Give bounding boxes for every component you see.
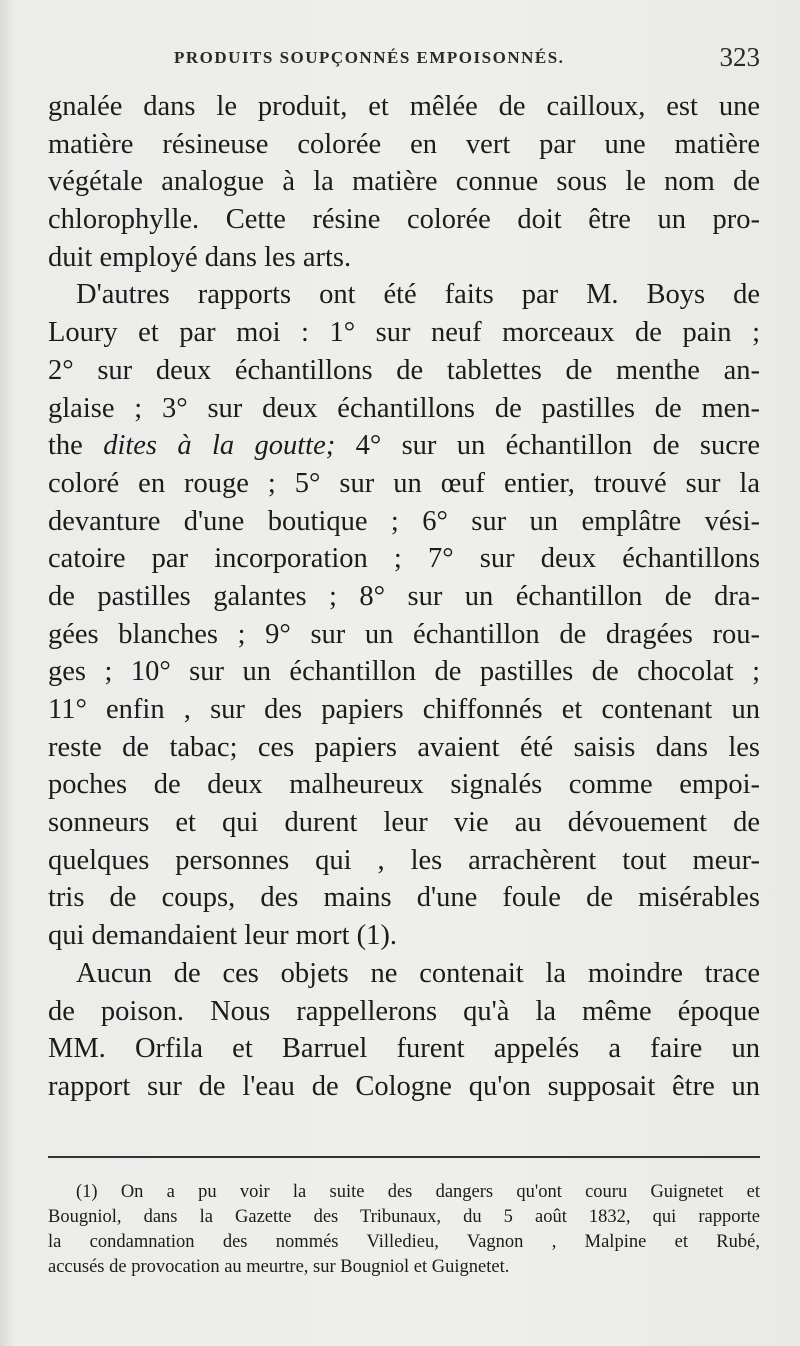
text-line: glaise ; 3° sur deux échantillons de pastilles de men- — [48, 392, 760, 424]
text-line: 11° enfin , sur des papiers chiffonnés et contenant un — [48, 694, 760, 725]
text-line: qui demandaient leur mort (1). — [48, 920, 398, 952]
text-line: D'autres rapports ont été faits par M. Boys de — [76, 279, 760, 311]
text-line: matière résineuse colorée en vert par une matière — [48, 128, 760, 160]
text-line: de poison. Nous rappellerons qu'à la même époque — [48, 995, 760, 1027]
running-title: PRODUITS SOUPÇONNÉS EMPOISONNÉS. — [174, 48, 565, 67]
text-line: de pastilles galantes ; 8° sur un échantillon de dra- — [48, 580, 760, 612]
text-line: tris de coups, des mains d'une foule de misérables — [48, 882, 760, 914]
running-head — [48, 42, 760, 76]
text-line: devanture d'une boutique ; 6° sur un emplâtre vési- — [48, 505, 760, 537]
footnotes — [48, 1180, 760, 1280]
text-line: quelques personnes qui , les arrachèrent tout meur- — [48, 844, 760, 876]
text-segment: the — [48, 430, 104, 462]
text-line: catoire par incorporation ; 7° sur deux échantillons — [48, 543, 760, 575]
text-line: MM. Orfila et Barruel furent appelés a faire un — [48, 1033, 760, 1065]
text-line: duit employé dans les arts. — [48, 241, 352, 273]
footnote-line: (1) On a pu voir la suite des dangers qu'ont couru Guignetet et — [76, 1182, 760, 1202]
text-segment: 4° sur un échantillon de sucre — [335, 430, 760, 462]
text-line: végétale analogue à la matière connue sous le nom de — [48, 166, 760, 198]
text-line: rapport sur de l'eau de Cologne qu'on supposait être un — [48, 1070, 760, 1102]
italic-phrase: dites à la goutte; — [103, 430, 336, 462]
footnote-line: Bougniol, dans la Gazette des Tribunaux, du 5 août 1832, qui rapporte — [48, 1207, 760, 1227]
footnote-rule — [48, 1156, 760, 1158]
footnote-line: accusés de provocation au meurtre, sur Bougniol et Guignetet. — [48, 1257, 510, 1277]
text-line — [48, 427, 760, 465]
body-text — [48, 88, 760, 1106]
text-line: Aucun de ces objets ne contenait la moindre trace — [76, 957, 760, 989]
text-line: poches de deux malheureux signalés comme empoi- — [48, 769, 760, 801]
page-number: 323 — [719, 42, 760, 72]
text-line: ges ; 10° sur un échantillon de pastilles de chocolat ; — [48, 656, 760, 688]
text-line: coloré en rouge ; 5° sur un œuf entier, trouvé sur la — [48, 467, 760, 499]
footnote-line: la condamnation des nommés Villedieu, Vagnon , Malpine et Rubé, — [48, 1232, 760, 1252]
text-line: 2° sur deux échantillons de tablettes de menthe an- — [48, 354, 760, 386]
text-line: Loury et par moi : 1° sur neuf morceaux de pain ; — [48, 317, 760, 349]
text-line: chlorophylle. Cette résine colorée doit être un pro- — [48, 204, 760, 236]
text-line: sonneurs et qui durent leur vie au dévouement de — [48, 807, 760, 839]
text-line: gnalée dans le produit, et mêlée de cailloux, est une — [48, 91, 760, 122]
text-line: reste de tabac; ces papiers avaient été saisis dans les — [48, 731, 760, 763]
text-line: gées blanches ; 9° sur un échantillon de dragées rou- — [48, 618, 760, 650]
